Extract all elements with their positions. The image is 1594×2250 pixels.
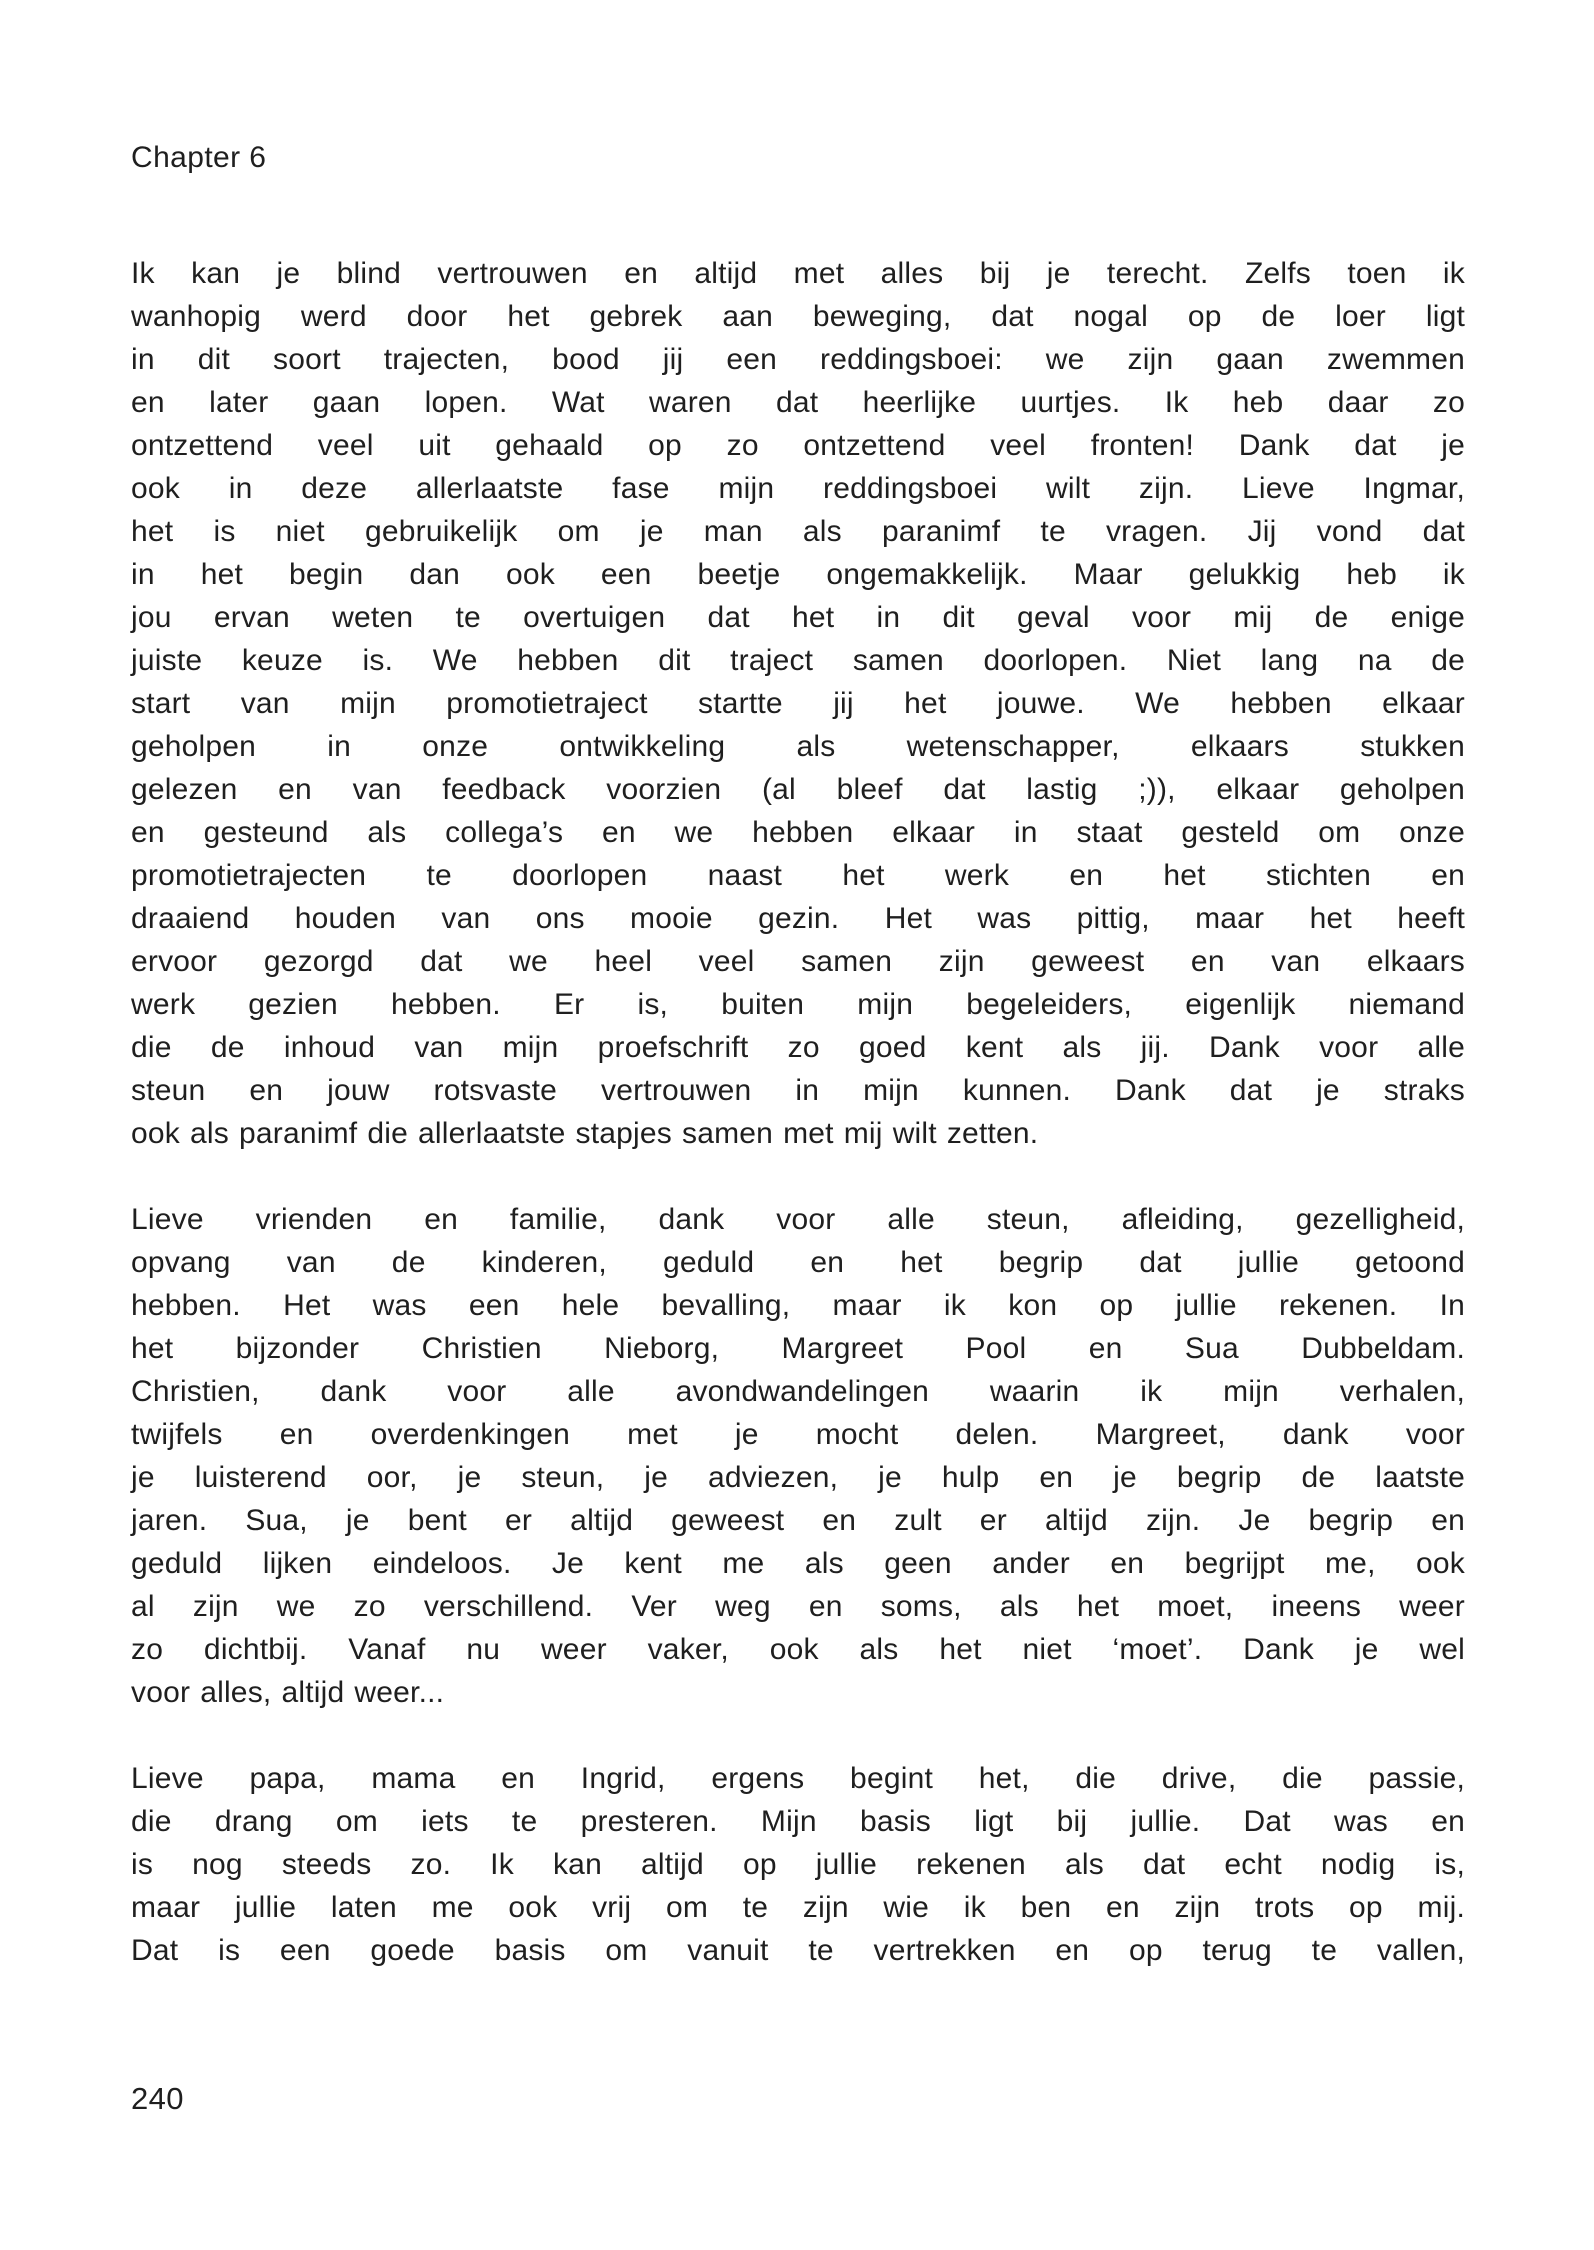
text-line: start van mijn promotietraject startte jij het jouwe. We hebben elkaar bbox=[131, 687, 1465, 720]
paragraph bbox=[131, 1757, 1465, 1972]
text-line: Christien, dank voor alle avondwandelingen waarin ik mijn verhalen, bbox=[131, 1375, 1465, 1408]
text-line: ook in deze allerlaatste fase mijn reddingsboei wilt zijn. Lieve Ingmar, bbox=[131, 472, 1465, 505]
paragraph bbox=[131, 1198, 1465, 1714]
text-line: al zijn we zo verschillend. Ver weg en soms, als het moet, ineens weer bbox=[131, 1590, 1465, 1623]
text-line: ervoor gezorgd dat we heel veel samen zijn geweest en van elkaars bbox=[131, 945, 1465, 978]
chapter-header: Chapter 6 bbox=[131, 141, 267, 174]
text-line: voor alles, altijd weer... bbox=[131, 1676, 445, 1709]
text-line: gelezen en van feedback voorzien (al bleef dat lastig ;)), elkaar geholpen bbox=[131, 773, 1465, 806]
text-line: je luisterend oor, je steun, je adviezen, je hulp en je begrip de laatste bbox=[131, 1461, 1465, 1494]
text-line: Lieve vrienden en familie, dank voor alle steun, afleiding, gezelligheid, bbox=[131, 1203, 1465, 1236]
page-number: 240 bbox=[131, 2081, 184, 2116]
text-line: draaiend houden van ons mooie gezin. Het was pittig, maar het heeft bbox=[131, 902, 1465, 935]
text-line: geduld lijken eindeloos. Je kent me als geen ander en begrijpt me, ook bbox=[131, 1547, 1465, 1580]
text-line: Dat is een goede basis om vanuit te vertrekken en op terug te vallen, bbox=[131, 1934, 1465, 1967]
text-line: is nog steeds zo. Ik kan altijd op jullie rekenen als dat echt nodig is, bbox=[131, 1848, 1465, 1881]
text-line: promotietrajecten te doorlopen naast het werk en het stichten en bbox=[131, 859, 1465, 892]
text-line: ontzettend veel uit gehaald op zo ontzettend veel fronten! Dank dat je bbox=[131, 429, 1465, 462]
text-line: Lieve papa, mama en Ingrid, ergens begint het, die drive, die passie, bbox=[131, 1762, 1465, 1795]
text-line: in dit soort trajecten, bood jij een reddingsboei: we zijn gaan zwemmen bbox=[131, 343, 1465, 376]
text-line: die drang om iets te presteren. Mijn basis ligt bij jullie. Dat was en bbox=[131, 1805, 1465, 1838]
text-line: Ik kan je blind vertrouwen en altijd met alles bij je terecht. Zelfs toen ik bbox=[131, 257, 1465, 290]
text-line: die de inhoud van mijn proefschrift zo goed kent als jij. Dank voor alle bbox=[131, 1031, 1465, 1064]
text-line: en gesteund als collega’s en we hebben elkaar in staat gesteld om onze bbox=[131, 816, 1465, 849]
text-line: ook als paranimf die allerlaatste stapjes samen met mij wilt zetten. bbox=[131, 1117, 1039, 1150]
text-line: wanhopig werd door het gebrek aan beweging, dat nogal op de loer ligt bbox=[131, 300, 1465, 333]
text-line: juiste keuze is. We hebben dit traject samen doorlopen. Niet lang na de bbox=[131, 644, 1465, 677]
text-line: jou ervan weten te overtuigen dat het in dit geval voor mij de enige bbox=[131, 601, 1465, 634]
text-line: opvang van de kinderen, geduld en het begrip dat jullie getoond bbox=[131, 1246, 1465, 1279]
text-line: jaren. Sua, je bent er altijd geweest en zult er altijd zijn. Je begrip en bbox=[131, 1504, 1465, 1537]
text-line: in het begin dan ook een beetje ongemakkelijk. Maar gelukkig heb ik bbox=[131, 558, 1465, 591]
text-line: steun en jouw rotsvaste vertrouwen in mijn kunnen. Dank dat je straks bbox=[131, 1074, 1465, 1107]
page-body bbox=[131, 252, 1465, 1972]
text-line: het is niet gebruikelijk om je man als paranimf te vragen. Jij vond dat bbox=[131, 515, 1465, 548]
text-line: hebben. Het was een hele bevalling, maar ik kon op jullie rekenen. In bbox=[131, 1289, 1465, 1322]
text-line: zo dichtbij. Vanaf nu weer vaker, ook als het niet ‘moet’. Dank je wel bbox=[131, 1633, 1465, 1666]
text-line: twijfels en overdenkingen met je mocht delen. Margreet, dank voor bbox=[131, 1418, 1465, 1451]
text-line: en later gaan lopen. Wat waren dat heerlijke uurtjes. Ik heb daar zo bbox=[131, 386, 1465, 419]
text-line: werk gezien hebben. Er is, buiten mijn begeleiders, eigenlijk niemand bbox=[131, 988, 1465, 1021]
paragraph bbox=[131, 252, 1465, 1155]
text-line: maar jullie laten me ook vrij om te zijn wie ik ben en zijn trots op mij. bbox=[131, 1891, 1465, 1924]
text-line: geholpen in onze ontwikkeling als wetenschapper, elkaars stukken bbox=[131, 730, 1465, 763]
text-line: het bijzonder Christien Nieborg, Margreet Pool en Sua Dubbeldam. bbox=[131, 1332, 1465, 1365]
